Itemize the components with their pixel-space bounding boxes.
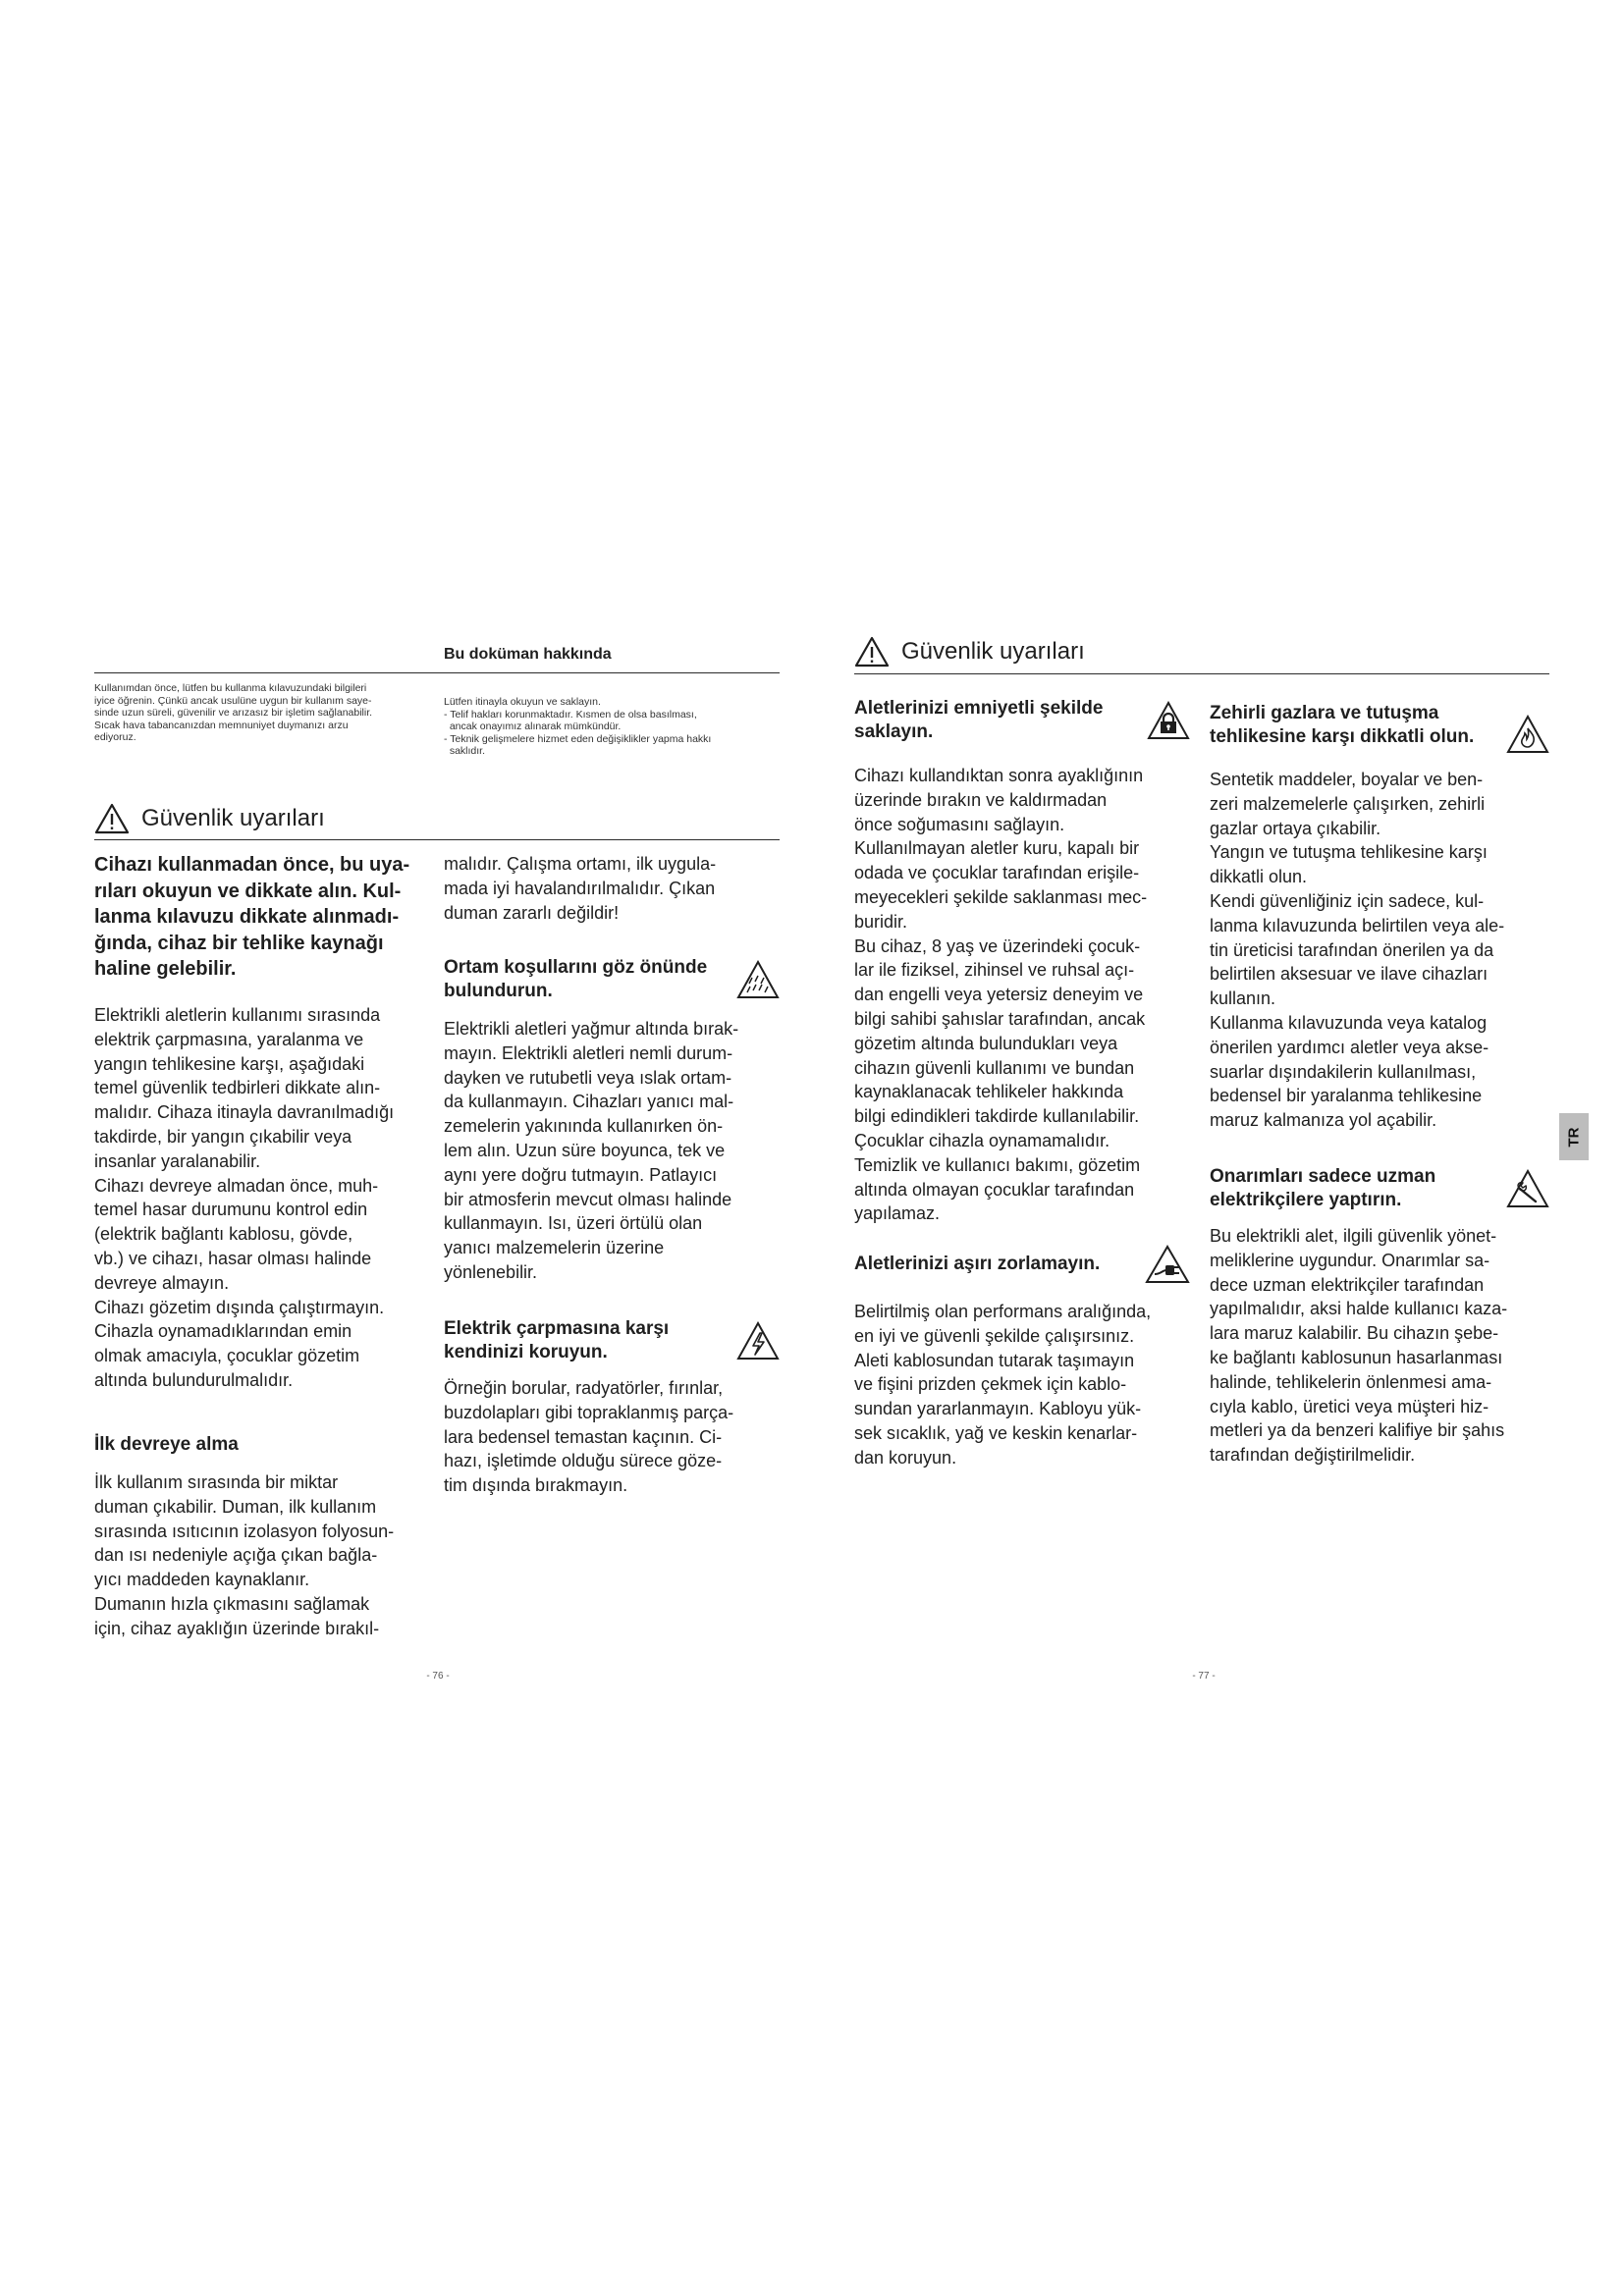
text-line: Dumanın hızla çıkmasını sağlamak <box>94 1593 370 1614</box>
tool-warning-icon <box>1506 1169 1549 1208</box>
text-line: yapılamaz. <box>854 1203 941 1224</box>
text-line: yangın tehlikesine karşı, aşağıdaki <box>94 1053 365 1074</box>
text-line: Aleti kablosundan tutarak taşımayın <box>854 1350 1135 1370</box>
repair-block <box>1210 1165 1549 1468</box>
text-line: cihazın güvenli kullanımı ve bundan <box>854 1057 1135 1078</box>
text-line: kullanmayın. Isı, üzeri örtülü olan <box>444 1213 703 1234</box>
store-heading <box>854 697 1103 744</box>
text-line: hazı, işletimde olduğu sürece göze- <box>444 1451 723 1471</box>
environment-block <box>444 956 780 1285</box>
section-rule-left <box>94 839 780 840</box>
text-line: yıcı maddeden kaynaklanır. <box>94 1570 310 1590</box>
text-line: ancak onayımız alınarak mümkündür. <box>444 721 622 733</box>
text-line: tim dışında bırakmayın. <box>444 1475 628 1496</box>
intro-bold <box>94 852 423 983</box>
text-line: meliklerine uygundur. Onarımlar sa- <box>1210 1250 1490 1270</box>
text-line: lanma kılavuzu dikkate alınmadı- <box>94 906 400 928</box>
text-line: yapılmalıdır, aksi halde kullanıcı kaza- <box>1210 1299 1508 1319</box>
text-line: temel güvenlik tedbirleri dikkate alın- <box>94 1078 381 1098</box>
text-line: olmak amacıyla, çocuklar gözetim <box>94 1346 360 1366</box>
text-line: ediyoruz. <box>94 731 136 744</box>
text-line: Çocuklar cihazla oynamamalıdır. <box>854 1130 1110 1150</box>
text-line: bir atmosferin mevcut olması halinde <box>444 1189 732 1209</box>
doc-intro-left <box>94 682 423 744</box>
text-line: kullanın. <box>1210 988 1276 1009</box>
store-block <box>854 697 1190 1226</box>
text-line: bedensel bir yaralanma tehlikesine <box>1210 1086 1483 1106</box>
text-line: üzerinde bırakın ve kaldırmadan <box>854 789 1108 810</box>
toxic-block <box>1210 697 1549 1133</box>
text-line: saklayın. <box>854 721 934 742</box>
text-line: kendinizi koruyun. <box>444 1342 608 1362</box>
text-line: - Telif hakları korunmaktadır. Kısmen de olsa basılması, <box>444 708 697 721</box>
text-line: saklıdır. <box>444 745 486 758</box>
text-line: Kullanılmayan aletler kuru, kapalı bir <box>854 838 1140 859</box>
repair-paragraph <box>1210 1224 1549 1468</box>
text-line: sundan yararlanmayın. Kabloyu yük- <box>854 1399 1142 1419</box>
text-line: Cihazla oynamadıklarından emin <box>94 1321 352 1342</box>
text-line: halinde, tehlikelerin önlenmesi ama- <box>1210 1371 1492 1392</box>
text-line: odada ve çocuklar tarafından erişile- <box>854 863 1140 883</box>
text-line: aynı yere doğru tutmayın. Patlayıcı <box>444 1164 718 1185</box>
text-line: - Teknik gelişmelere hizmet eden değişiklikler yapma hakkı <box>444 732 712 745</box>
text-line: Cihazı gözetim dışında çalıştırmayın. <box>94 1297 385 1317</box>
text-line: malıdır. Cihaza itinayla davranılmadığı <box>94 1102 395 1123</box>
text-line: takdirde, bir yangın çıkabilir veya <box>94 1126 352 1147</box>
text-line: Onarımları sadece uzman <box>1210 1166 1436 1187</box>
text-line: Cihazı kullanmadan önce, bu uya- <box>94 854 410 876</box>
text-line: lara maruz kalabilir. Bu cihazın şebe- <box>1210 1323 1499 1344</box>
text-line: Zehirli gazlara ve tutuşma <box>1210 703 1439 723</box>
text-line: Elektrikli aletlerin kullanımı sırasında <box>94 1005 381 1025</box>
text-line: buridir. <box>854 911 908 932</box>
section-heading-text: Güvenlik uyarıları <box>141 805 325 831</box>
text-line: dikkatli olun. <box>1210 867 1308 887</box>
text-line: yönlenebilir. <box>444 1261 538 1282</box>
text-line: elektrikçilere yaptırın. <box>1210 1190 1402 1210</box>
text-line: suarlar dışındakilerin kullanılması, <box>1210 1061 1477 1082</box>
text-line: insanlar yaralanabilir. <box>94 1150 261 1171</box>
overload-heading: Aletlerinizi aşırı zorlamayın. <box>854 1254 1101 1274</box>
text-line: dan engelli veya yetersiz deneyim ve <box>854 985 1144 1005</box>
text-line: Aletlerinizi emniyetli şekilde <box>854 698 1104 719</box>
text-line: Cihazı kullandıktan sonra ayaklığının <box>854 766 1144 785</box>
text-line: bulundurun. <box>444 981 553 1001</box>
section-heading-right <box>854 636 1085 667</box>
text-line: tarafından değiştirilmelidir. <box>1210 1445 1416 1466</box>
text-line: da kullanmayın. Cihazları yanıcı mal- <box>444 1092 734 1112</box>
shock-paragraph <box>444 1376 780 1498</box>
text-line: için, cihaz ayaklığın üzerinde bırakıl- <box>94 1618 380 1638</box>
text-line: buzdolapları gibi topraklanmış parça- <box>444 1402 734 1422</box>
overload-paragraph <box>854 1300 1190 1470</box>
text-line: dan koruyun. <box>854 1447 957 1468</box>
text-line: yanıcı malzemelerin üzerine <box>444 1238 665 1258</box>
fire-warning-icon <box>1506 715 1549 754</box>
text-line: belirtilen aksesuar ve ilave cihazları <box>1210 964 1489 985</box>
repair-heading <box>1210 1165 1435 1212</box>
first-use-heading: İlk devreye alma <box>94 1434 239 1455</box>
top-rule-left <box>94 672 780 673</box>
text-line: önerilen yardımcı aletler veya akse- <box>1210 1037 1489 1057</box>
text-line: gazlar ortaya çıkabilir. <box>1210 818 1381 838</box>
text-line: Kullanımdan önce, lütfen bu kullanma kılavuzundaki bilgileri <box>94 682 367 694</box>
toxic-paragraph <box>1210 768 1549 1133</box>
text-line: tehlikesine karşı dikkatli olun. <box>1210 726 1475 747</box>
text-line: dayken ve rutubetli veya ıslak ortam- <box>444 1067 732 1088</box>
text-line: ke bağlantı kablosunun hasarlanması <box>1210 1347 1503 1367</box>
text-line: duman zararlı değildir! <box>444 902 620 923</box>
text-line: dece uzman elektrikçiler tarafından <box>1210 1274 1485 1295</box>
text-line: sinde uzun süreli, güvenilir ve arızasız bir işletim sağlanabilir. <box>94 707 373 720</box>
text-line: mayın. Elektrikli aletleri nemli durum- <box>444 1042 733 1063</box>
text-line: metleri ya da benzeri kalifiye bir şahıs <box>1210 1420 1505 1441</box>
text-line: Cihazı devreye almadan önce, muh- <box>94 1175 379 1196</box>
text-line: Temizlik ve kullanıcı bakımı, gözetim <box>854 1154 1141 1175</box>
text-line: Sıcak hava tabancanızdan memnuniyet duymanızı arzu <box>94 719 349 731</box>
doc-intro-right <box>444 696 778 758</box>
text-line: temel hasar durumunu kontrol edin <box>94 1200 368 1220</box>
warning-icon <box>94 803 130 834</box>
text-line: altında olmayan çocuklar tarafından <box>854 1179 1135 1200</box>
first-use-continued <box>444 852 778 925</box>
text-line: lem alın. Uzun süre boyunca, tek ve <box>444 1140 726 1160</box>
text-line: dan ısı nedeniyle açığa çıkan bağla- <box>94 1545 378 1566</box>
doc-heading: Bu doküman hakkında <box>444 646 612 663</box>
text-line: rıları okuyun ve dikkate alın. Kul- <box>94 880 402 902</box>
text-line: önce soğumasını sağlayın. <box>854 814 1065 834</box>
electric-shock-icon <box>736 1321 780 1361</box>
language-tab: TR <box>1559 1113 1589 1160</box>
text-line: cıyla kablo, üretici veya müşteri hiz- <box>1210 1396 1489 1416</box>
electric-tools-paragraph <box>94 1003 428 1393</box>
warning-icon <box>854 636 890 667</box>
section-heading-left <box>94 803 325 834</box>
text-line: İlk kullanım sırasında bir miktar <box>94 1472 339 1492</box>
text-line: Kendi güvenliğiniz için sadece, kul- <box>1210 890 1485 911</box>
text-line: Belirtilmiş olan performans aralığında, <box>854 1302 1152 1321</box>
text-line: Yangın ve tutuşma tehlikesine karşı <box>1210 842 1488 863</box>
text-line: sırasında ısıtıcının izolasyon folyosun- <box>94 1521 395 1541</box>
text-line: Ortam koşullarını göz önünde <box>444 957 708 978</box>
text-line: ğında, cihaz bir tehlike kaynağı <box>94 932 384 954</box>
text-line: en iyi ve güvenli şekilde çalışırsınız. <box>854 1325 1135 1346</box>
text-line: sek sıcaklık, yağ ve keskin kenarlar- <box>854 1422 1138 1443</box>
text-line: mada iyi havalandırılmalıdır. Çıkan <box>444 878 716 898</box>
text-line: kaynaklanacak tehlikeler hakkında <box>854 1082 1124 1102</box>
text-line: bilgi edindikleri takdirde kullanılabilir. <box>854 1106 1140 1127</box>
text-line: meyecekleri şekilde saklanması mec- <box>854 886 1148 907</box>
text-line: bilgi sahibi şahıslar tarafından, ancak <box>854 1008 1146 1029</box>
store-paragraph <box>854 764 1190 1226</box>
text-line: malıdır. Çalışma ortamı, ilk uygula- <box>444 854 717 874</box>
text-line: Kullanma kılavuzunda veya katalog <box>1210 1012 1488 1033</box>
text-line: (elektrik bağlantı kablosu, gövde, <box>94 1224 353 1245</box>
rain-warning-icon <box>736 960 780 999</box>
text-line: haline gelebilir. <box>94 958 237 980</box>
section-rule-right <box>854 673 1549 674</box>
text-line: gözetim altında bulundukları veya <box>854 1033 1118 1053</box>
page-number-right: - 77 - <box>1192 1671 1216 1682</box>
first-use-paragraph <box>94 1470 428 1641</box>
text-line: lara bedensel temastan kaçının. Ci- <box>444 1426 723 1447</box>
lock-warning-icon <box>1147 701 1190 740</box>
text-line: Bu elektrikli alet, ilgili güvenlik yönet- <box>1210 1226 1497 1246</box>
text-line: tin üreticisi tarafından önerilen ya da <box>1210 939 1494 960</box>
overload-block <box>854 1245 1190 1470</box>
text-line: devreye almayın. <box>94 1272 230 1293</box>
toxic-heading <box>1210 702 1474 749</box>
text-line: vb.) ve cihazı, hasar olması halinde <box>94 1248 372 1268</box>
text-line: Sentetik maddeler, boyalar ve ben- <box>1210 770 1484 789</box>
text-line: Elektrik çarpmasına karşı <box>444 1318 670 1339</box>
text-line: iyice öğrenin. Çünkü ancak usulüne uygun bir kullanım saye- <box>94 694 372 707</box>
text-line: maruz kalmanıza yol açabilir. <box>1210 1110 1437 1131</box>
text-line: lanma kılavuzunda belirtilen veya ale- <box>1210 915 1505 935</box>
shock-block <box>444 1317 780 1498</box>
environment-paragraph <box>444 1017 780 1285</box>
page-number-left: - 76 - <box>426 1671 450 1682</box>
text-line: altında bulundurulmalıdır. <box>94 1369 294 1390</box>
text-line: Örneğin borular, radyatörler, fırınlar, <box>444 1378 724 1398</box>
text-line: lar ile fiziksel, zihinsel ve ruhsal açı- <box>854 960 1135 981</box>
shock-heading <box>444 1317 669 1364</box>
environment-heading <box>444 956 707 1003</box>
text-line: zemelerin yakınında kullanırken ön- <box>444 1116 724 1137</box>
text-line: elektrik çarpmasına, yaralanma ve <box>94 1029 364 1049</box>
text-line: Elektrikli aletleri yağmur altında bırak- <box>444 1019 739 1039</box>
text-line: Lütfen itinayla okuyun ve saklayın. <box>444 696 601 708</box>
plug-warning-icon <box>1145 1245 1190 1284</box>
text-line: ve fişini prizden çekmek için kablo- <box>854 1374 1127 1395</box>
text-line: duman çıkabilir. Duman, ilk kullanım <box>94 1496 377 1517</box>
text-line: Bu cihaz, 8 yaş ve üzerindeki çocuk- <box>854 935 1141 956</box>
text-line: zeri malzemelerle çalışırken, zehirli <box>1210 793 1486 814</box>
section-heading-text: Güvenlik uyarıları <box>901 638 1085 665</box>
